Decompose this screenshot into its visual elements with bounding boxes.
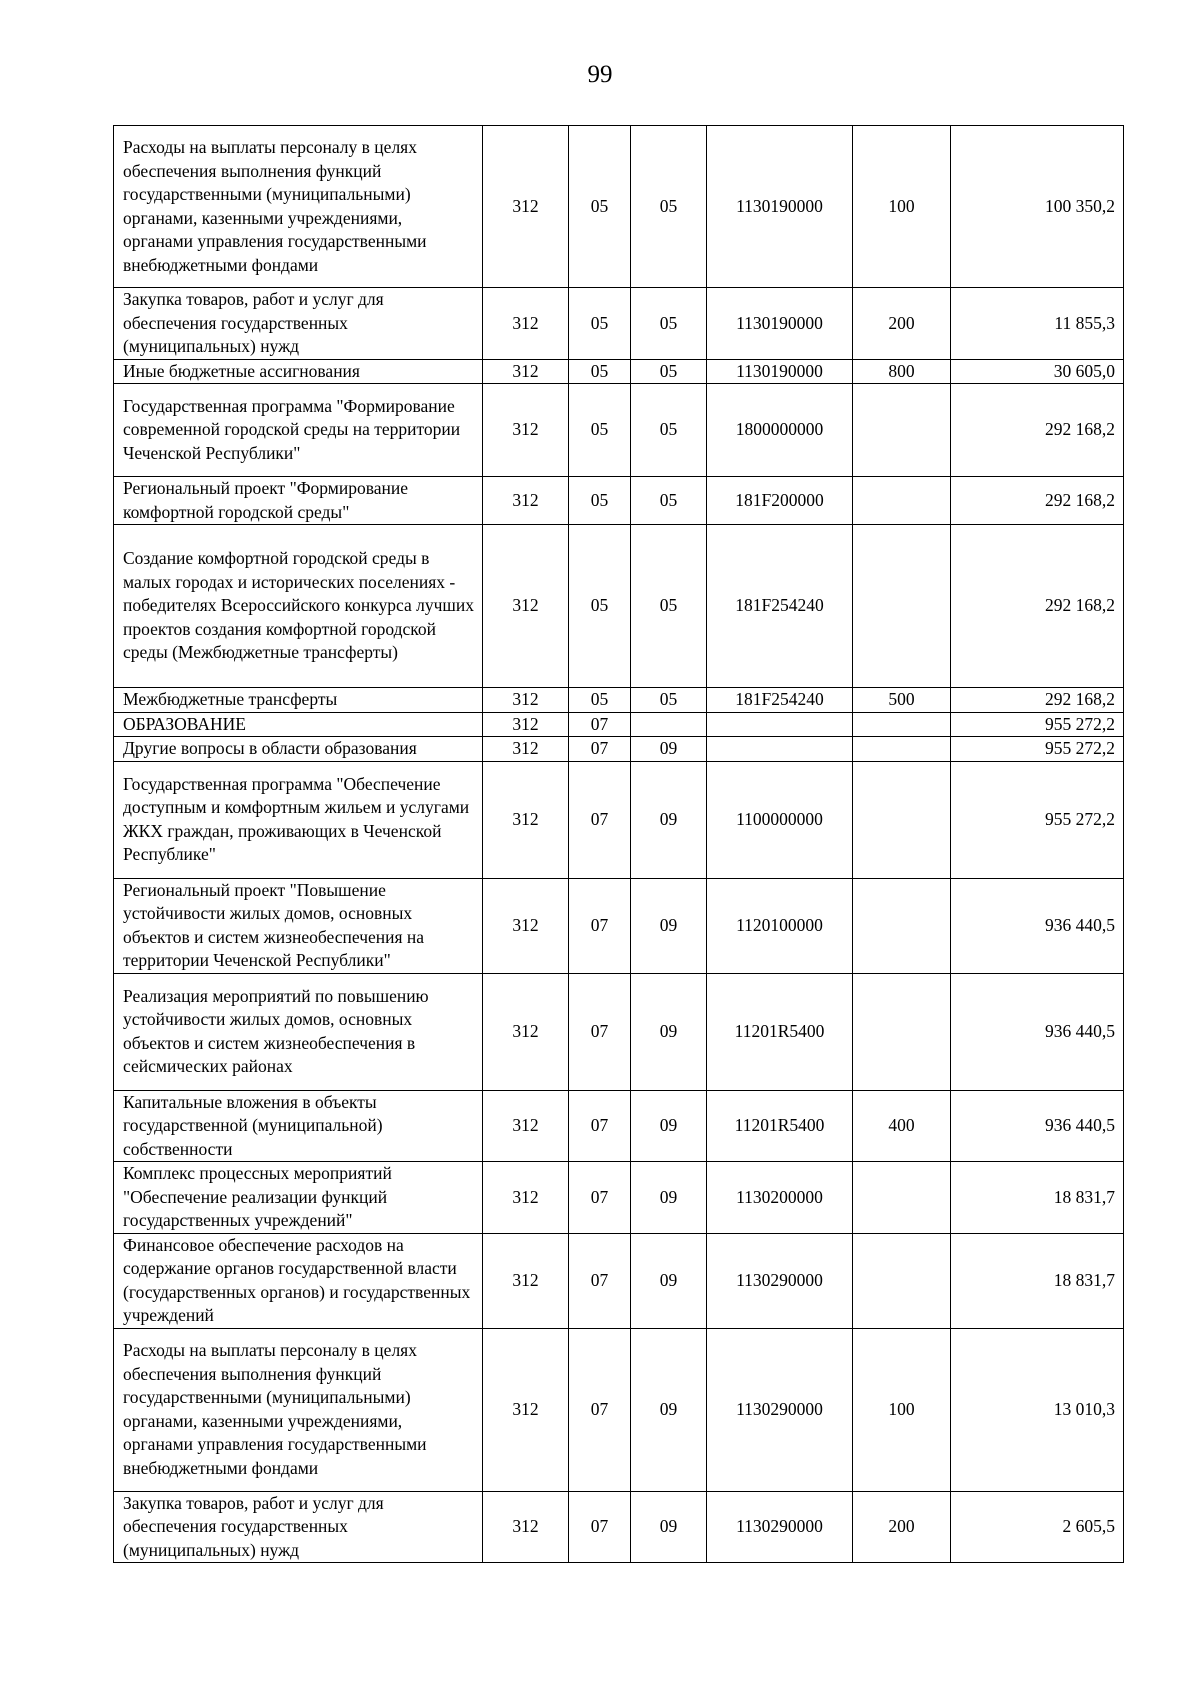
table-row <box>114 1162 1124 1234</box>
table-row <box>114 688 1124 713</box>
table-row <box>114 1328 1124 1491</box>
amount: 292 168,2 <box>951 477 1124 525</box>
section-code: 07 <box>569 1233 631 1328</box>
table-row <box>114 288 1124 360</box>
table-row <box>114 359 1124 384</box>
row-name: Расходы на выплаты персоналу в целях обеспечения выполнения функций государственными (муниципальными) органами, казенными учреждениями, органами управления государственными внебюджетными фондами <box>114 126 483 288</box>
amount: 292 168,2 <box>951 525 1124 688</box>
row-name: Закупка товаров, работ и услуг для обеспечения государственных (муниципальных) нужд <box>114 1491 483 1563</box>
section-code: 05 <box>569 688 631 713</box>
amount: 11 855,3 <box>951 288 1124 360</box>
row-name: Закупка товаров, работ и услуг для обеспечения государственных (муниципальных) нужд <box>114 288 483 360</box>
subsection-code: 05 <box>631 477 707 525</box>
table-row <box>114 712 1124 737</box>
section-code: 07 <box>569 1491 631 1563</box>
expense-type-code <box>853 878 951 973</box>
row-name: Создание комфортной городской среды в малых городах и исторических поселениях - победителях Всероссийского конкурса лучших проектов создания комфортной городской среды (Межбюджетные трансферты) <box>114 525 483 688</box>
subsection-code: 09 <box>631 1328 707 1491</box>
row-name: Региональный проект "Повышение устойчивости жилых домов, основных объектов и систем жизнеобеспечения на территории Чеченской Республики" <box>114 878 483 973</box>
target-article-code: 11201R5400 <box>707 1090 853 1162</box>
subsection-code: 05 <box>631 525 707 688</box>
section-code: 05 <box>569 288 631 360</box>
ministry-code: 312 <box>483 359 569 384</box>
ministry-code: 312 <box>483 1162 569 1234</box>
amount: 18 831,7 <box>951 1233 1124 1328</box>
ministry-code: 312 <box>483 761 569 878</box>
row-name: ОБРАЗОВАНИЕ <box>114 712 483 737</box>
section-code: 07 <box>569 737 631 762</box>
row-name: Реализация мероприятий по повышению устойчивости жилых домов, основных объектов и систем жизнеобеспечения в сейсмических районах <box>114 973 483 1090</box>
amount: 955 272,2 <box>951 712 1124 737</box>
target-article-code: 1130290000 <box>707 1233 853 1328</box>
section-code: 05 <box>569 525 631 688</box>
row-name: Капитальные вложения в объекты государственной (муниципальной) собственности <box>114 1090 483 1162</box>
row-name: Государственная программа "Обеспечение доступным и комфортным жильем и услугами ЖКХ граждан, проживающих в Чеченской Республике" <box>114 761 483 878</box>
amount: 936 440,5 <box>951 878 1124 973</box>
table-row <box>114 737 1124 762</box>
row-name: Межбюджетные трансферты <box>114 688 483 713</box>
ministry-code: 312 <box>483 878 569 973</box>
subsection-code: 05 <box>631 288 707 360</box>
subsection-code: 09 <box>631 1491 707 1563</box>
amount: 936 440,5 <box>951 1090 1124 1162</box>
section-code: 05 <box>569 359 631 384</box>
ministry-code: 312 <box>483 688 569 713</box>
subsection-code: 09 <box>631 1233 707 1328</box>
section-code: 07 <box>569 878 631 973</box>
subsection-code: 05 <box>631 688 707 713</box>
table-body <box>114 126 1124 1563</box>
expense-type-code: 800 <box>853 359 951 384</box>
ministry-code: 312 <box>483 737 569 762</box>
ministry-code: 312 <box>483 525 569 688</box>
section-code: 07 <box>569 1328 631 1491</box>
expense-type-code: 200 <box>853 288 951 360</box>
section-code: 07 <box>569 761 631 878</box>
row-name: Государственная программа "Формирование современной городской среды на территории Чеченской Республики" <box>114 384 483 477</box>
amount: 292 168,2 <box>951 688 1124 713</box>
expense-type-code: 100 <box>853 126 951 288</box>
amount: 936 440,5 <box>951 973 1124 1090</box>
table-row <box>114 1233 1124 1328</box>
expense-type-code: 500 <box>853 688 951 713</box>
table-row <box>114 384 1124 477</box>
ministry-code: 312 <box>483 973 569 1090</box>
section-code: 05 <box>569 126 631 288</box>
amount: 292 168,2 <box>951 384 1124 477</box>
table-row <box>114 973 1124 1090</box>
page-number: 99 <box>587 61 613 88</box>
table-row <box>114 878 1124 973</box>
target-article-code: 1130290000 <box>707 1328 853 1491</box>
expense-type-code <box>853 973 951 1090</box>
section-code: 05 <box>569 477 631 525</box>
expense-type-code <box>853 477 951 525</box>
table-row <box>114 1090 1124 1162</box>
section-code: 07 <box>569 712 631 737</box>
ministry-code: 312 <box>483 477 569 525</box>
expense-type-code <box>853 737 951 762</box>
section-code: 05 <box>569 384 631 477</box>
target-article-code: 11201R5400 <box>707 973 853 1090</box>
row-name: Комплекс процессных мероприятий "Обеспечение реализации функций государственных учреждений" <box>114 1162 483 1234</box>
expense-type-code: 200 <box>853 1491 951 1563</box>
ministry-code: 312 <box>483 1328 569 1491</box>
target-article-code <box>707 712 853 737</box>
row-name: Иные бюджетные ассигнования <box>114 359 483 384</box>
expense-type-code <box>853 525 951 688</box>
target-article-code: 1100000000 <box>707 761 853 878</box>
ministry-code: 312 <box>483 1491 569 1563</box>
expense-type-code: 100 <box>853 1328 951 1491</box>
target-article-code: 1130290000 <box>707 1491 853 1563</box>
target-article-code: 1130200000 <box>707 1162 853 1234</box>
section-code: 07 <box>569 973 631 1090</box>
amount: 955 272,2 <box>951 737 1124 762</box>
amount: 18 831,7 <box>951 1162 1124 1234</box>
section-code: 07 <box>569 1090 631 1162</box>
ministry-code: 312 <box>483 1233 569 1328</box>
table-row <box>114 525 1124 688</box>
target-article-code <box>707 737 853 762</box>
expense-type-code <box>853 1233 951 1328</box>
subsection-code: 09 <box>631 1162 707 1234</box>
subsection-code <box>631 712 707 737</box>
subsection-code: 09 <box>631 761 707 878</box>
subsection-code: 05 <box>631 359 707 384</box>
ministry-code: 312 <box>483 1090 569 1162</box>
table-row <box>114 126 1124 288</box>
expense-type-code: 400 <box>853 1090 951 1162</box>
expense-type-code <box>853 1162 951 1234</box>
subsection-code: 09 <box>631 878 707 973</box>
section-code: 07 <box>569 1162 631 1234</box>
table-row <box>114 761 1124 878</box>
subsection-code: 09 <box>631 1090 707 1162</box>
expense-type-code <box>853 384 951 477</box>
amount: 100 350,2 <box>951 126 1124 288</box>
amount: 955 272,2 <box>951 761 1124 878</box>
subsection-code: 09 <box>631 737 707 762</box>
target-article-code: 181F254240 <box>707 688 853 713</box>
ministry-code: 312 <box>483 384 569 477</box>
subsection-code: 09 <box>631 973 707 1090</box>
subsection-code: 05 <box>631 384 707 477</box>
row-name: Другие вопросы в области образования <box>114 737 483 762</box>
row-name: Расходы на выплаты персоналу в целях обеспечения выполнения функций государственными (муниципальными) органами, казенными учреждениями, органами управления государственными внебюджетными фондами <box>114 1328 483 1491</box>
target-article-code: 1800000000 <box>707 384 853 477</box>
row-name: Финансовое обеспечение расходов на содержание органов государственной власти (государственных органов) и государственных учреждений <box>114 1233 483 1328</box>
table-row <box>114 477 1124 525</box>
target-article-code: 1120100000 <box>707 878 853 973</box>
ministry-code: 312 <box>483 288 569 360</box>
target-article-code: 1130190000 <box>707 126 853 288</box>
row-name: Региональный проект "Формирование комфортной городской среды" <box>114 477 483 525</box>
target-article-code: 1130190000 <box>707 288 853 360</box>
amount: 13 010,3 <box>951 1328 1124 1491</box>
budget-table <box>113 125 1124 1563</box>
amount: 2 605,5 <box>951 1491 1124 1563</box>
target-article-code: 181F254240 <box>707 525 853 688</box>
ministry-code: 312 <box>483 712 569 737</box>
ministry-code: 312 <box>483 126 569 288</box>
expense-type-code <box>853 712 951 737</box>
target-article-code: 1130190000 <box>707 359 853 384</box>
target-article-code: 181F200000 <box>707 477 853 525</box>
amount: 30 605,0 <box>951 359 1124 384</box>
expense-type-code <box>853 761 951 878</box>
table-row <box>114 1491 1124 1563</box>
subsection-code: 05 <box>631 126 707 288</box>
